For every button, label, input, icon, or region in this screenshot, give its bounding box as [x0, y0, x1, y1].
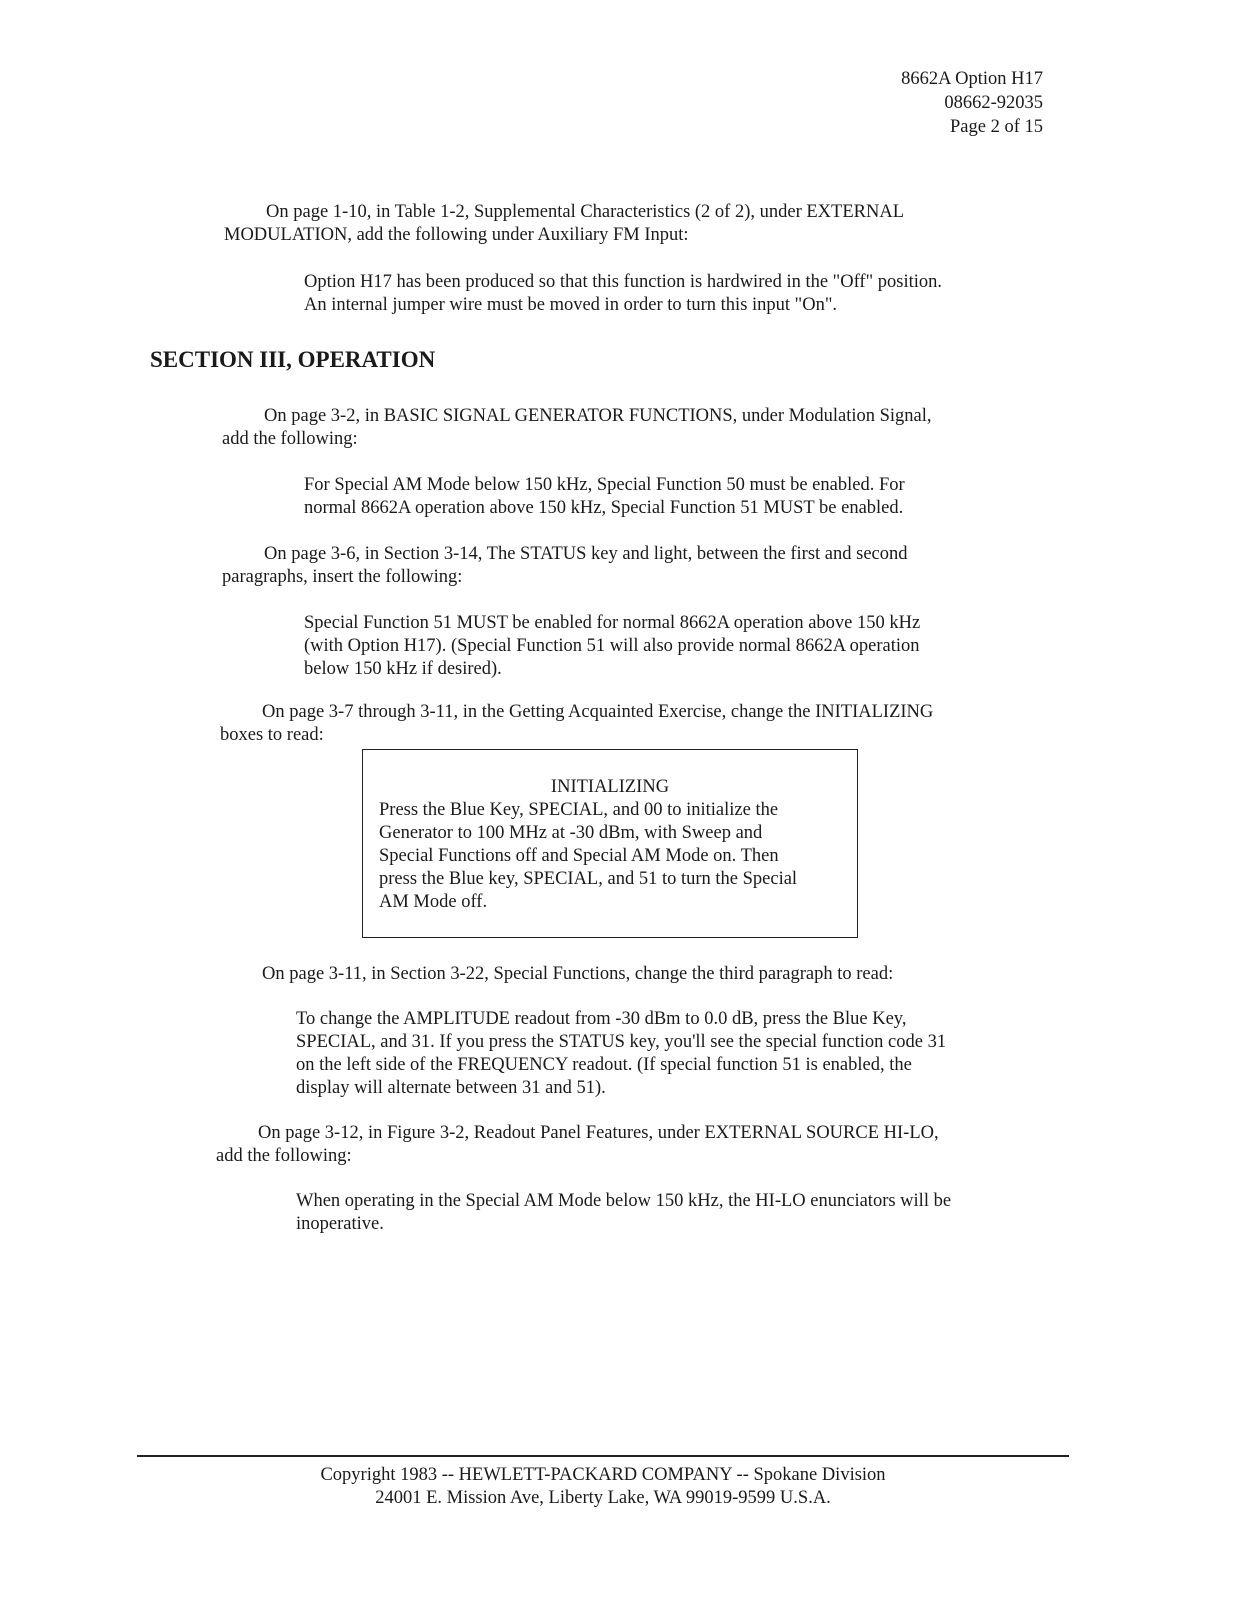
section-heading: SECTION III, OPERATION	[150, 347, 436, 372]
text-line: add the following:	[222, 429, 358, 449]
text-line: (with Option H17). (Special Function 51 will also provide normal 8662A operation	[304, 636, 920, 656]
paragraph-1-intro	[224, 201, 904, 247]
model-number: 8662A Option H17	[901, 69, 1043, 89]
paragraph-5-intro: On page 3-11, in Section 3-22, Special Functions, change the third paragraph to read:	[262, 964, 894, 984]
text-line: On page 3-6, in Section 3-14, The STATUS key and light, between the first and second	[264, 544, 908, 564]
text-line: add the following:	[216, 1146, 352, 1166]
part-number: 08662-92035	[944, 93, 1043, 113]
text-line: MODULATION, add the following under Auxiliary FM Input:	[224, 225, 689, 245]
text-line: Special Functions off and Special AM Mode on. Then	[379, 846, 779, 866]
text-line: press the Blue key, SPECIAL, and 51 to turn the Special	[379, 869, 798, 889]
initializing-box	[362, 749, 858, 938]
paragraph-6-intro	[216, 1122, 939, 1168]
paragraph-3-body	[304, 612, 920, 681]
address-line: 24001 E. Mission Ave, Liberty Lake, WA 99019-9599 U.S.A.	[375, 1488, 831, 1508]
text-line: When operating in the Special AM Mode below 150 kHz, the HI-LO enunciators will be	[296, 1191, 952, 1211]
document-header	[901, 67, 1043, 139]
text-line: On page 3-12, in Figure 3-2, Readout Panel Features, under EXTERNAL SOURCE HI-LO,	[258, 1123, 939, 1143]
text-line: On page 3-2, in BASIC SIGNAL GENERATOR FUNCTIONS, under Modulation Signal,	[264, 406, 932, 426]
text-line: display will alternate between 31 and 51).	[296, 1078, 606, 1098]
paragraph-6-body	[296, 1190, 951, 1236]
text-line: boxes to read:	[220, 725, 324, 745]
paragraph-4-intro	[220, 701, 933, 747]
page-number: Page 2 of 15	[950, 117, 1043, 137]
text-line: on the left side of the FREQUENCY readout. (If special function 51 is enabled, the	[296, 1055, 912, 1075]
text-line: To change the AMPLITUDE readout from -30 dBm to 0.0 dB, press the Blue Key,	[296, 1009, 907, 1029]
paragraph-1-body	[304, 271, 942, 317]
text-line: An internal jumper wire must be moved in order to turn this input "On".	[304, 295, 838, 315]
text-line: Generator to 100 MHz at -30 dBm, with Sweep and	[379, 823, 763, 843]
text-line: SPECIAL, and 31. If you press the STATUS key, you'll see the special function code 31	[296, 1032, 947, 1052]
footer-divider	[137, 1455, 1069, 1457]
footer	[137, 1464, 1069, 1510]
text-line: below 150 kHz if desired).	[304, 659, 502, 679]
text-line: Option H17 has been produced so that this function is hardwired in the "Off" position.	[304, 272, 943, 292]
paragraph-2-body	[304, 474, 905, 520]
paragraph-5-body	[296, 1008, 946, 1100]
text-line: Special Function 51 MUST be enabled for normal 8662A operation above 150 kHz	[304, 613, 921, 633]
text-line: paragraphs, insert the following:	[222, 567, 463, 587]
text-line: Press the Blue Key, SPECIAL, and 00 to initialize the	[379, 800, 779, 820]
initializing-title: INITIALIZING	[550, 777, 670, 797]
text-line: On page 3-7 through 3-11, in the Getting Acquainted Exercise, change the INITIALIZING	[262, 702, 934, 722]
text-line: AM Mode off.	[379, 892, 488, 912]
text-line: On page 1-10, in Table 1-2, Supplemental Characteristics (2 of 2), under EXTERNAL	[266, 202, 904, 222]
initializing-body	[379, 799, 839, 914]
text-line: normal 8662A operation above 150 kHz, Special Function 51 MUST be enabled.	[304, 498, 904, 518]
text-line: inoperative.	[296, 1214, 384, 1234]
text-line: For Special AM Mode below 150 kHz, Special Function 50 must be enabled. For	[304, 475, 905, 495]
paragraph-2-intro	[222, 405, 932, 451]
paragraph-3-intro	[222, 543, 908, 589]
copyright-line: Copyright 1983 -- HEWLETT-PACKARD COMPANY -- Spokane Division	[320, 1465, 886, 1485]
